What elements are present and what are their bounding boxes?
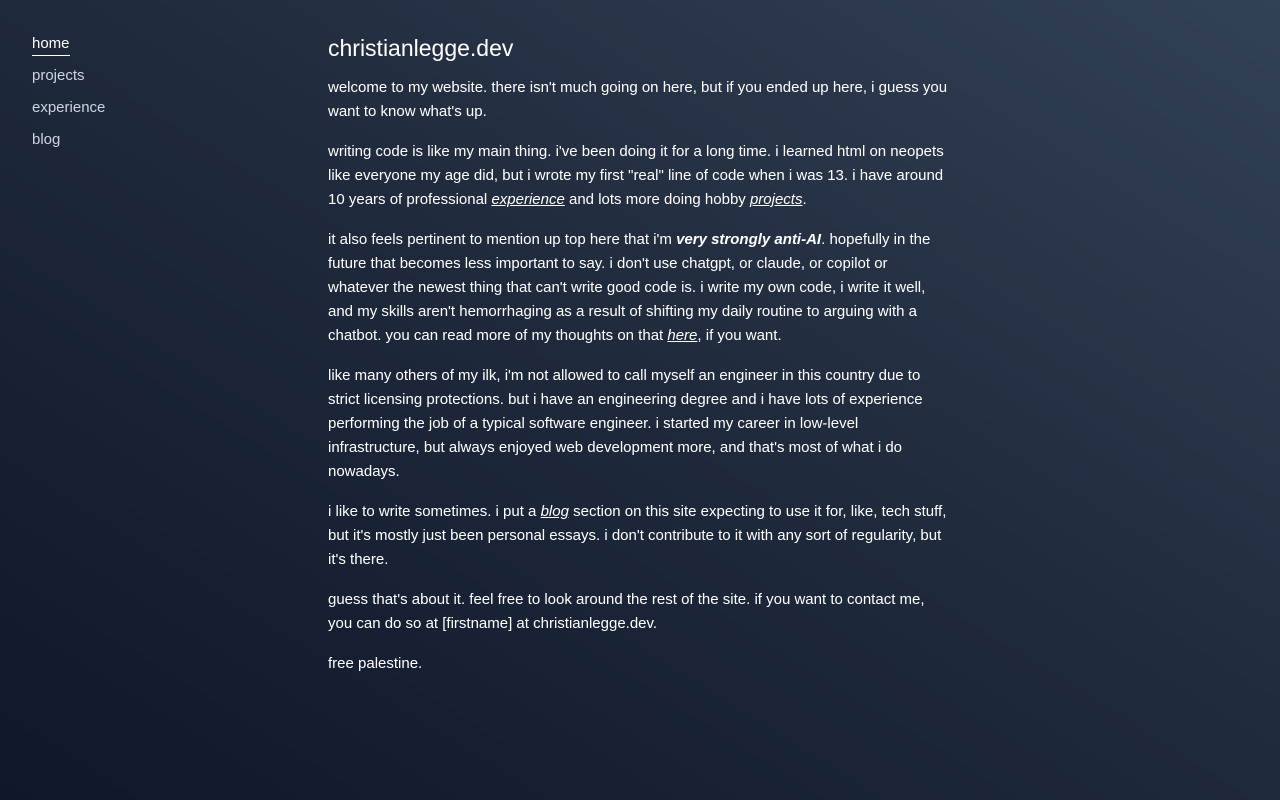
nav-item-blog[interactable] xyxy=(32,128,232,160)
nav-item-home-label: home xyxy=(32,33,70,56)
ai-text-b: . hopefully in the future that becomes less important to say. i don't use chatgpt, or claude, or copilot or whatever the newest thing that can't write good code is. i write my own code, i write it well, and my skills aren't hemorrhaging as a result of shifting my daily routine to arguing with a chatbot. you can read more of my thoughts on that xyxy=(328,231,931,344)
ai-text-c: , if you want. xyxy=(697,327,782,344)
blog-text-b: section on this site expecting to use it for, like, tech stuff, but it's mostly just been personal essays. i don't contribute to it with any sort of regularity, but it's there. xyxy=(328,503,947,568)
ai-paragraph xyxy=(328,228,952,348)
nav-item-projects-label: projects xyxy=(32,67,85,84)
coding-paragraph xyxy=(328,140,952,212)
nav-item-home[interactable] xyxy=(32,32,232,64)
contact-paragraph: guess that's about it. feel free to look around the rest of the site. if you want to contact me, you can do so at [firstname] at christianlegge.dev. xyxy=(328,591,925,632)
blog-text-a: i like to write sometimes. i put a xyxy=(328,503,541,520)
blog-paragraph xyxy=(328,500,952,572)
here-link[interactable]: here xyxy=(667,327,698,344)
blog-link[interactable]: blog xyxy=(540,503,569,520)
coding-text-b: and lots more doing hobby xyxy=(564,191,750,208)
coding-text-c: . xyxy=(802,191,807,208)
projects-link[interactable]: projects xyxy=(749,191,803,208)
nav-item-blog-label: blog xyxy=(32,131,61,148)
anti-ai-emphasis: very strongly anti-AI xyxy=(676,231,822,248)
nav-item-projects[interactable] xyxy=(32,64,232,96)
sidebar-nav xyxy=(32,32,232,160)
main-content xyxy=(328,32,952,692)
engineer-paragraph: like many others of my ilk, i'm not allowed to call myself an engineer in this country due to strict licensing protections. but i have an engineering degree and i have lots of experience performing the job of a typical software engineer. i started my career in low-level infrastructure, but always enjoyed web development more, and that's most of what i do nowadays. xyxy=(328,367,923,480)
intro-paragraph: welcome to my website. there isn't much going on here, but if you ended up here, i guess you want to know what's up. xyxy=(328,79,948,120)
closing-paragraph: free palestine. xyxy=(328,655,423,672)
nav-item-experience[interactable] xyxy=(32,96,232,128)
coding-text-a: writing code is like my main thing. i've been doing it for a long time. i learned html on neopets like everyone my age did, but i wrote my first "real" line of code when i was 13. i have around 10 years of professional xyxy=(328,143,944,208)
site-title: christianlegge.dev xyxy=(328,35,514,61)
experience-link[interactable]: experience xyxy=(491,191,565,208)
nav-item-experience-label: experience xyxy=(32,99,106,116)
ai-text-a: it also feels pertinent to mention up top here that i'm xyxy=(328,231,677,248)
